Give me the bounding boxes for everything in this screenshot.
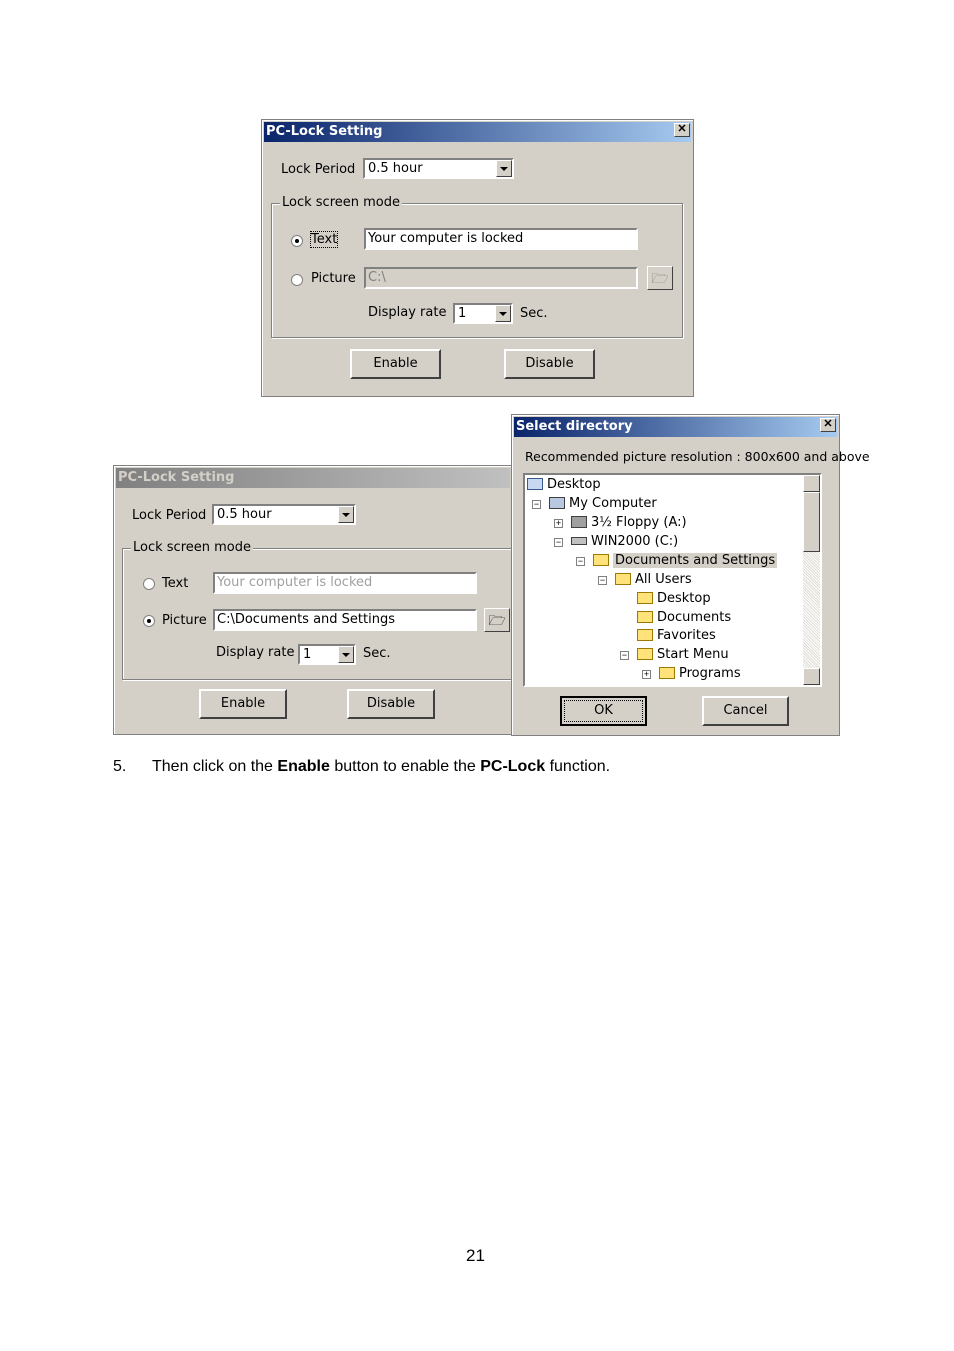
disable-button[interactable]: Disable (347, 689, 435, 719)
tree-item-start-menu[interactable]: Start Menu (637, 646, 729, 664)
group-label: Lock screen mode (282, 195, 400, 210)
dialog-title-bar (264, 122, 691, 142)
folder-open-icon[interactable]: 🗁 (647, 266, 673, 290)
picture-radio-label: Picture (311, 271, 356, 286)
chevron-down-icon[interactable] (496, 160, 512, 177)
text-radio-label: Text (311, 232, 338, 247)
picture-radio-label: Picture (162, 613, 207, 628)
folder-icon (615, 573, 631, 585)
picture-radio[interactable] (291, 274, 303, 286)
lock-period-select[interactable] (363, 158, 514, 179)
tree-item-all-users[interactable]: All Users (615, 571, 692, 589)
collapse-icon[interactable]: − (533, 499, 540, 509)
tree-item-win2000[interactable]: WIN2000 (C:) (571, 533, 678, 551)
display-rate-label: Display rate (216, 645, 295, 660)
tree-item-favorites[interactable]: Favorites (637, 627, 716, 645)
select-directory-dialog (511, 414, 870, 736)
step-text-pc-lock: PC-Lock (480, 758, 546, 775)
tree-item-documents-and-settings[interactable]: Documents and Settings (593, 552, 777, 570)
ok-button[interactable]: OK (560, 696, 647, 726)
lock-period-value: 0.5 hour (217, 507, 272, 522)
step-text-mid: button to enable the (329, 758, 481, 775)
folder-icon (637, 648, 653, 660)
close-icon[interactable]: ✕ (674, 123, 690, 137)
vertical-scrollbar[interactable] (803, 475, 820, 685)
collapse-icon[interactable]: − (555, 537, 562, 547)
tree-item-my-computer[interactable]: My Computer (549, 495, 657, 513)
picture-radio[interactable] (143, 615, 155, 627)
display-rate-value: 1 (303, 647, 312, 662)
collapse-icon[interactable]: − (621, 650, 628, 660)
step-text-post: function. (545, 758, 611, 775)
close-icon[interactable]: ✕ (820, 418, 836, 432)
step-text (152, 758, 610, 776)
display-rate-select[interactable] (453, 303, 513, 324)
dialog-title: Select directory (516, 419, 633, 434)
group-label: Lock screen mode (133, 540, 251, 555)
lock-period-label: Lock Period (132, 508, 207, 523)
enable-button[interactable]: Enable (199, 689, 287, 719)
folder-icon (637, 592, 653, 604)
disable-button[interactable]: Disable (504, 349, 595, 379)
step-number: 5. (113, 758, 127, 775)
tree-item-desktop[interactable]: Desktop (527, 476, 601, 494)
scroll-up-icon[interactable] (803, 475, 820, 492)
display-rate-select[interactable] (298, 644, 356, 665)
hard-drive-icon (571, 537, 587, 545)
lock-period-label: Lock Period (281, 162, 356, 177)
text-radio-label: Text (162, 576, 189, 591)
pc-lock-setting-dialog (261, 119, 694, 397)
collapse-icon[interactable]: − (577, 556, 584, 566)
resolution-note: Recommended picture resolution : 800x600 and above (525, 449, 870, 464)
folder-icon (637, 611, 653, 623)
dialog-title: PC-Lock Setting (118, 470, 235, 485)
folder-icon (637, 629, 653, 641)
desktop-icon (527, 478, 543, 490)
tree-item-floppy[interactable]: 3½ Floppy (A:) (571, 514, 687, 532)
chevron-down-icon[interactable] (338, 646, 354, 663)
scroll-thumb[interactable] (803, 492, 820, 552)
tree-item-desktop-sub[interactable]: Desktop (637, 590, 711, 608)
computer-icon (549, 497, 565, 509)
text-radio[interactable] (291, 235, 303, 247)
picture-path-input[interactable]: C:\ (364, 267, 638, 289)
dialog-title: PC-Lock Setting (266, 124, 383, 139)
programs-folder-icon (659, 667, 675, 679)
lock-text-input[interactable]: Your computer is locked (213, 572, 477, 594)
lock-period-value: 0.5 hour (368, 161, 423, 176)
cancel-button[interactable]: Cancel (702, 696, 789, 726)
folder-icon (593, 554, 609, 566)
expand-icon[interactable]: + (643, 669, 650, 679)
text-radio[interactable] (143, 578, 155, 590)
sec-label: Sec. (520, 306, 548, 321)
pc-lock-setting-dialog-inactive (113, 465, 513, 735)
dialog-title-bar (514, 417, 837, 437)
sec-label: Sec. (363, 646, 391, 661)
collapse-icon[interactable]: − (599, 575, 606, 585)
floppy-drive-icon (571, 516, 587, 528)
chevron-down-icon[interactable] (495, 305, 511, 322)
step-text-enable: Enable (277, 758, 330, 775)
lock-text-input[interactable]: Your computer is locked (364, 228, 638, 250)
expand-icon[interactable]: + (555, 518, 562, 528)
tree-item-programs[interactable]: Programs (659, 665, 741, 683)
picture-path-input[interactable]: C:\Documents and Settings (213, 609, 477, 631)
display-rate-label: Display rate (368, 305, 447, 320)
directory-tree[interactable] (523, 473, 822, 687)
chevron-down-icon[interactable] (338, 506, 354, 523)
dialog-title-bar (116, 468, 510, 488)
step-text-pre: Then click on the (152, 758, 278, 775)
scroll-down-icon[interactable] (803, 668, 820, 685)
enable-button[interactable]: Enable (350, 349, 441, 379)
folder-open-icon[interactable]: 🗁 (484, 608, 510, 632)
tree-item-documents[interactable]: Documents (637, 609, 731, 627)
lock-period-select[interactable] (212, 504, 356, 525)
page-number: 21 (466, 1246, 485, 1265)
display-rate-value: 1 (458, 306, 467, 321)
